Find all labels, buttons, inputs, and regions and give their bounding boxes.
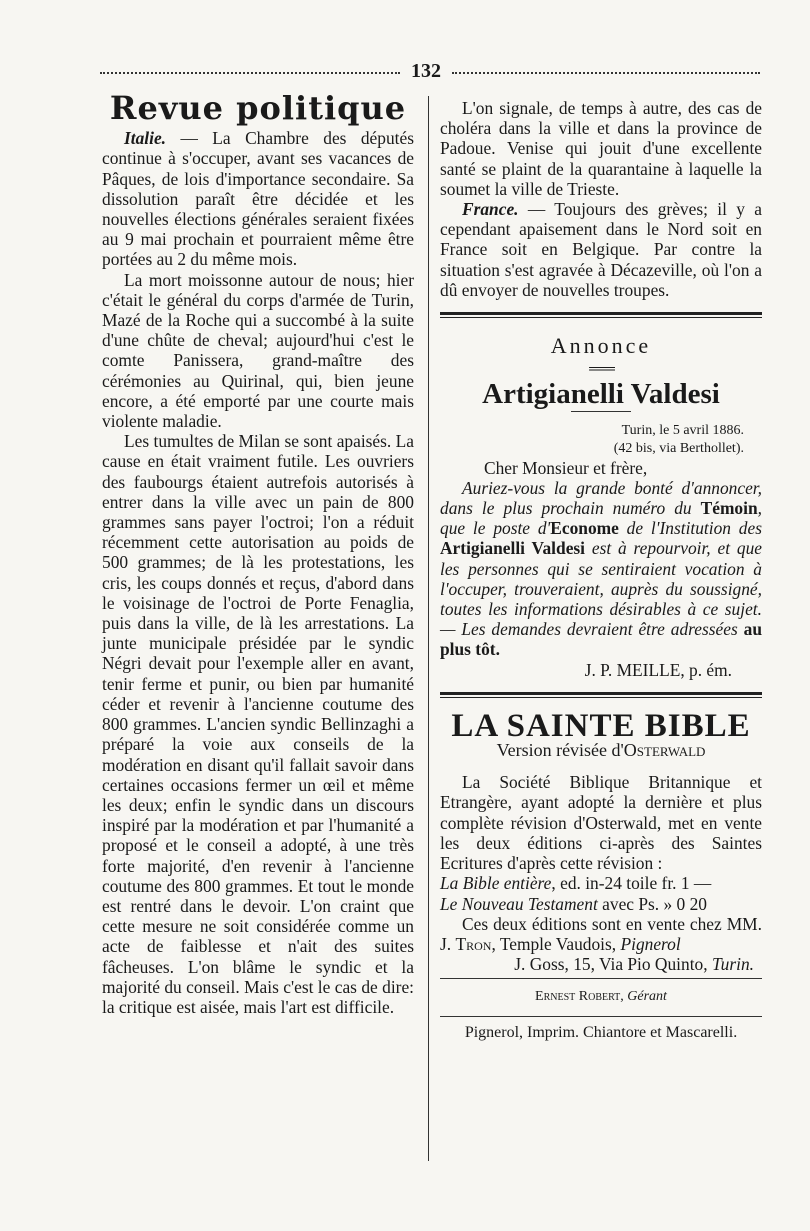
address-line: (42 bis, via Berthollet). — [613, 440, 744, 456]
column-divider — [428, 96, 429, 1161]
addr-text: J. Goss, 15, Via Pio Quinto, — [514, 954, 712, 975]
body-text: de l'Institution des — [618, 518, 762, 539]
header-rule-left — [100, 72, 400, 74]
addr-text: Ces deux éditions sont en vente chez MM. J. — [440, 913, 762, 954]
left-column — [102, 89, 414, 1017]
ornament-icon: ═══ — [589, 362, 613, 378]
addr-city: Turin. — [711, 954, 754, 975]
section-rule — [440, 692, 762, 698]
section-rule — [440, 978, 762, 979]
annonce-dateline — [440, 422, 762, 458]
bible-address-2 — [440, 954, 762, 974]
paragraph-text: — Toujours des grèves; il y a cependant apaisement dans le Nord soit en France soit en Belgique. Par contre la situation s'est agravée à Décazeville, où l'on a dû envoyer de nouvelles troupes. — [440, 199, 762, 300]
body-text: Auriez-vous la grande bonté d'annoncer, dans le plus prochain numéro du — [440, 477, 762, 519]
body-text: est à repourvoir, et que les personnes qui se sentiraient vocation à l'occuper, trouveraient, auprès du soussigné, toutes les informations désirables à ce sujet. — Les demandes devraient être adressées — [440, 538, 762, 640]
price-item — [440, 873, 762, 893]
paragraph-italie — [102, 128, 414, 269]
body-bold: Econome — [550, 518, 619, 539]
subtitle-text: Version révisée d' — [496, 740, 624, 761]
bible-title: LA SAINTE BIBLE — [451, 707, 751, 744]
imprint-line: Pignerol, Imprim. Chiantore et Mascarelli. — [464, 1023, 738, 1041]
price-title: La Bible entière — [440, 873, 552, 894]
annonce-body — [440, 478, 762, 660]
section-rule — [440, 1016, 762, 1017]
country-label: Italie. — [124, 128, 167, 149]
right-column — [440, 98, 762, 1043]
small-rule — [571, 411, 631, 412]
price-item — [440, 894, 762, 914]
signature: J. P. MEILLE, p. ém. — [584, 659, 732, 680]
body-bold: au plus tôt. — [440, 619, 762, 660]
addr-text: , Temple Vaudois, — [491, 933, 621, 954]
section-rule — [440, 312, 762, 318]
country-label: France. — [462, 199, 519, 220]
bible-address — [440, 914, 762, 954]
paragraph-france — [440, 199, 762, 300]
bible-intro: La Société Biblique Britannique et Etrangère, ayant adopté la dernière et plus complète révision d'Osterwald, met en vente les deux éditions ci-après des Saintes Ecritures d'après cette révision : — [440, 772, 762, 874]
date-line: Turin, le 5 avril 1886. — [621, 422, 744, 438]
page-number: 132 — [411, 60, 441, 82]
section-title: Revue politique — [109, 89, 407, 127]
subtitle-name: Osterwald — [623, 740, 706, 761]
annonce-title: Artigianelli Valdesi — [482, 378, 720, 411]
body-text: , que le poste d' — [440, 498, 762, 539]
page-header — [100, 60, 760, 84]
paragraph-text: — La Chambre des députés continue à s'occuper, avant ses vacances de Pâques, de lois d'importance secondaire. Sa dissolution paraît être décidée et les nouvelles élections générales seraient fixées au 9 mai prochain et pourraient même être portées au 2 du même mois. — [102, 128, 414, 270]
paragraph-cholera: L'on signale, de temps à autre, des cas de choléra dans la ville et dans la province de Padoue. Venise qui jouit d'une excellente santé se plaint de la quarantaine à laquelle la soumet la ville de Trieste. — [440, 98, 762, 199]
paragraph-mort: La mort moissonne autour de nous; hier c'était le général du corps d'armée de Turin, Mazé de la Roche qui a succombé à la suite d'une chûte de cheval; aujourd'hui c'est le comte Panissera, grand-maître des cérémonies au Quirinal, qui, bien jeune encore, a été emporté par une courte mais violente maladie. — [102, 269, 414, 432]
header-rule-right — [452, 72, 760, 74]
body-bold: Artigianelli Valdesi — [440, 538, 586, 559]
price-desc: avec Ps. » 0 20 — [597, 893, 707, 914]
body-bold: Témoin — [700, 498, 758, 519]
gerant-line: Ernest Robert, Gérant — [535, 989, 667, 1005]
gerant-role: Gérant — [627, 989, 667, 1005]
gerant-name: Ernest Robert — [535, 989, 621, 1005]
price-desc: , ed. in-24 toile fr. 1 — — [551, 873, 712, 894]
paragraph-milan: Les tumultes de Milan se sont apaisés. La cause en était vraiment futile. Les ouvriers des faubourgs étaient autrefois autorisés à entrer dans la ville avec un pain de 800 grammes sans payer l'octroi; l'on a réduit récemment cette autorisation au poids de 500 grammes; de là les protestations, les cris, les coups donnés et reçus, d'abord dans le voisinage de l'octroi de Porte Fenaglia, puis dans la ville, de là les arrestations. La junte municipale présidée par le syndic Négri devait pour l'exemple aller en avant, tenir ferme et punir, ou bien par humanité céder et revenir à l'ancienne coutume des 800 grammes. L'ancien syndic Bellinzaghi a préparé la voie aux conseils de la modération en disant qu'il fallait savoir dans certaines occasions fermer un œil et même les deux; enfin le syndic dans un discours inspiré par la modération et par l'humanité a proposé et le conseil a adopté, à une très forte majorité, d'en revenir à l'ancienne coutume des 800 grammes. Et tout le monde est rentré dans le devoir. L'on craint que cette mesure ne soit considérée comme un acte de faiblesse et n'ait des suites fâcheuses. L'on blâme le syndic et la majorité du conseil. Mais c'est le cas de dire: la critique est aisée, mais l'art est difficile. — [102, 431, 414, 1017]
annonce-heading: Annonce — [550, 333, 652, 359]
salutation: Cher Monsieur et frère, — [484, 457, 648, 478]
addr-city: Pignerol — [620, 933, 681, 954]
addr-name: Tron — [455, 933, 492, 954]
price-title: Le Nouveau Testament — [440, 893, 598, 914]
